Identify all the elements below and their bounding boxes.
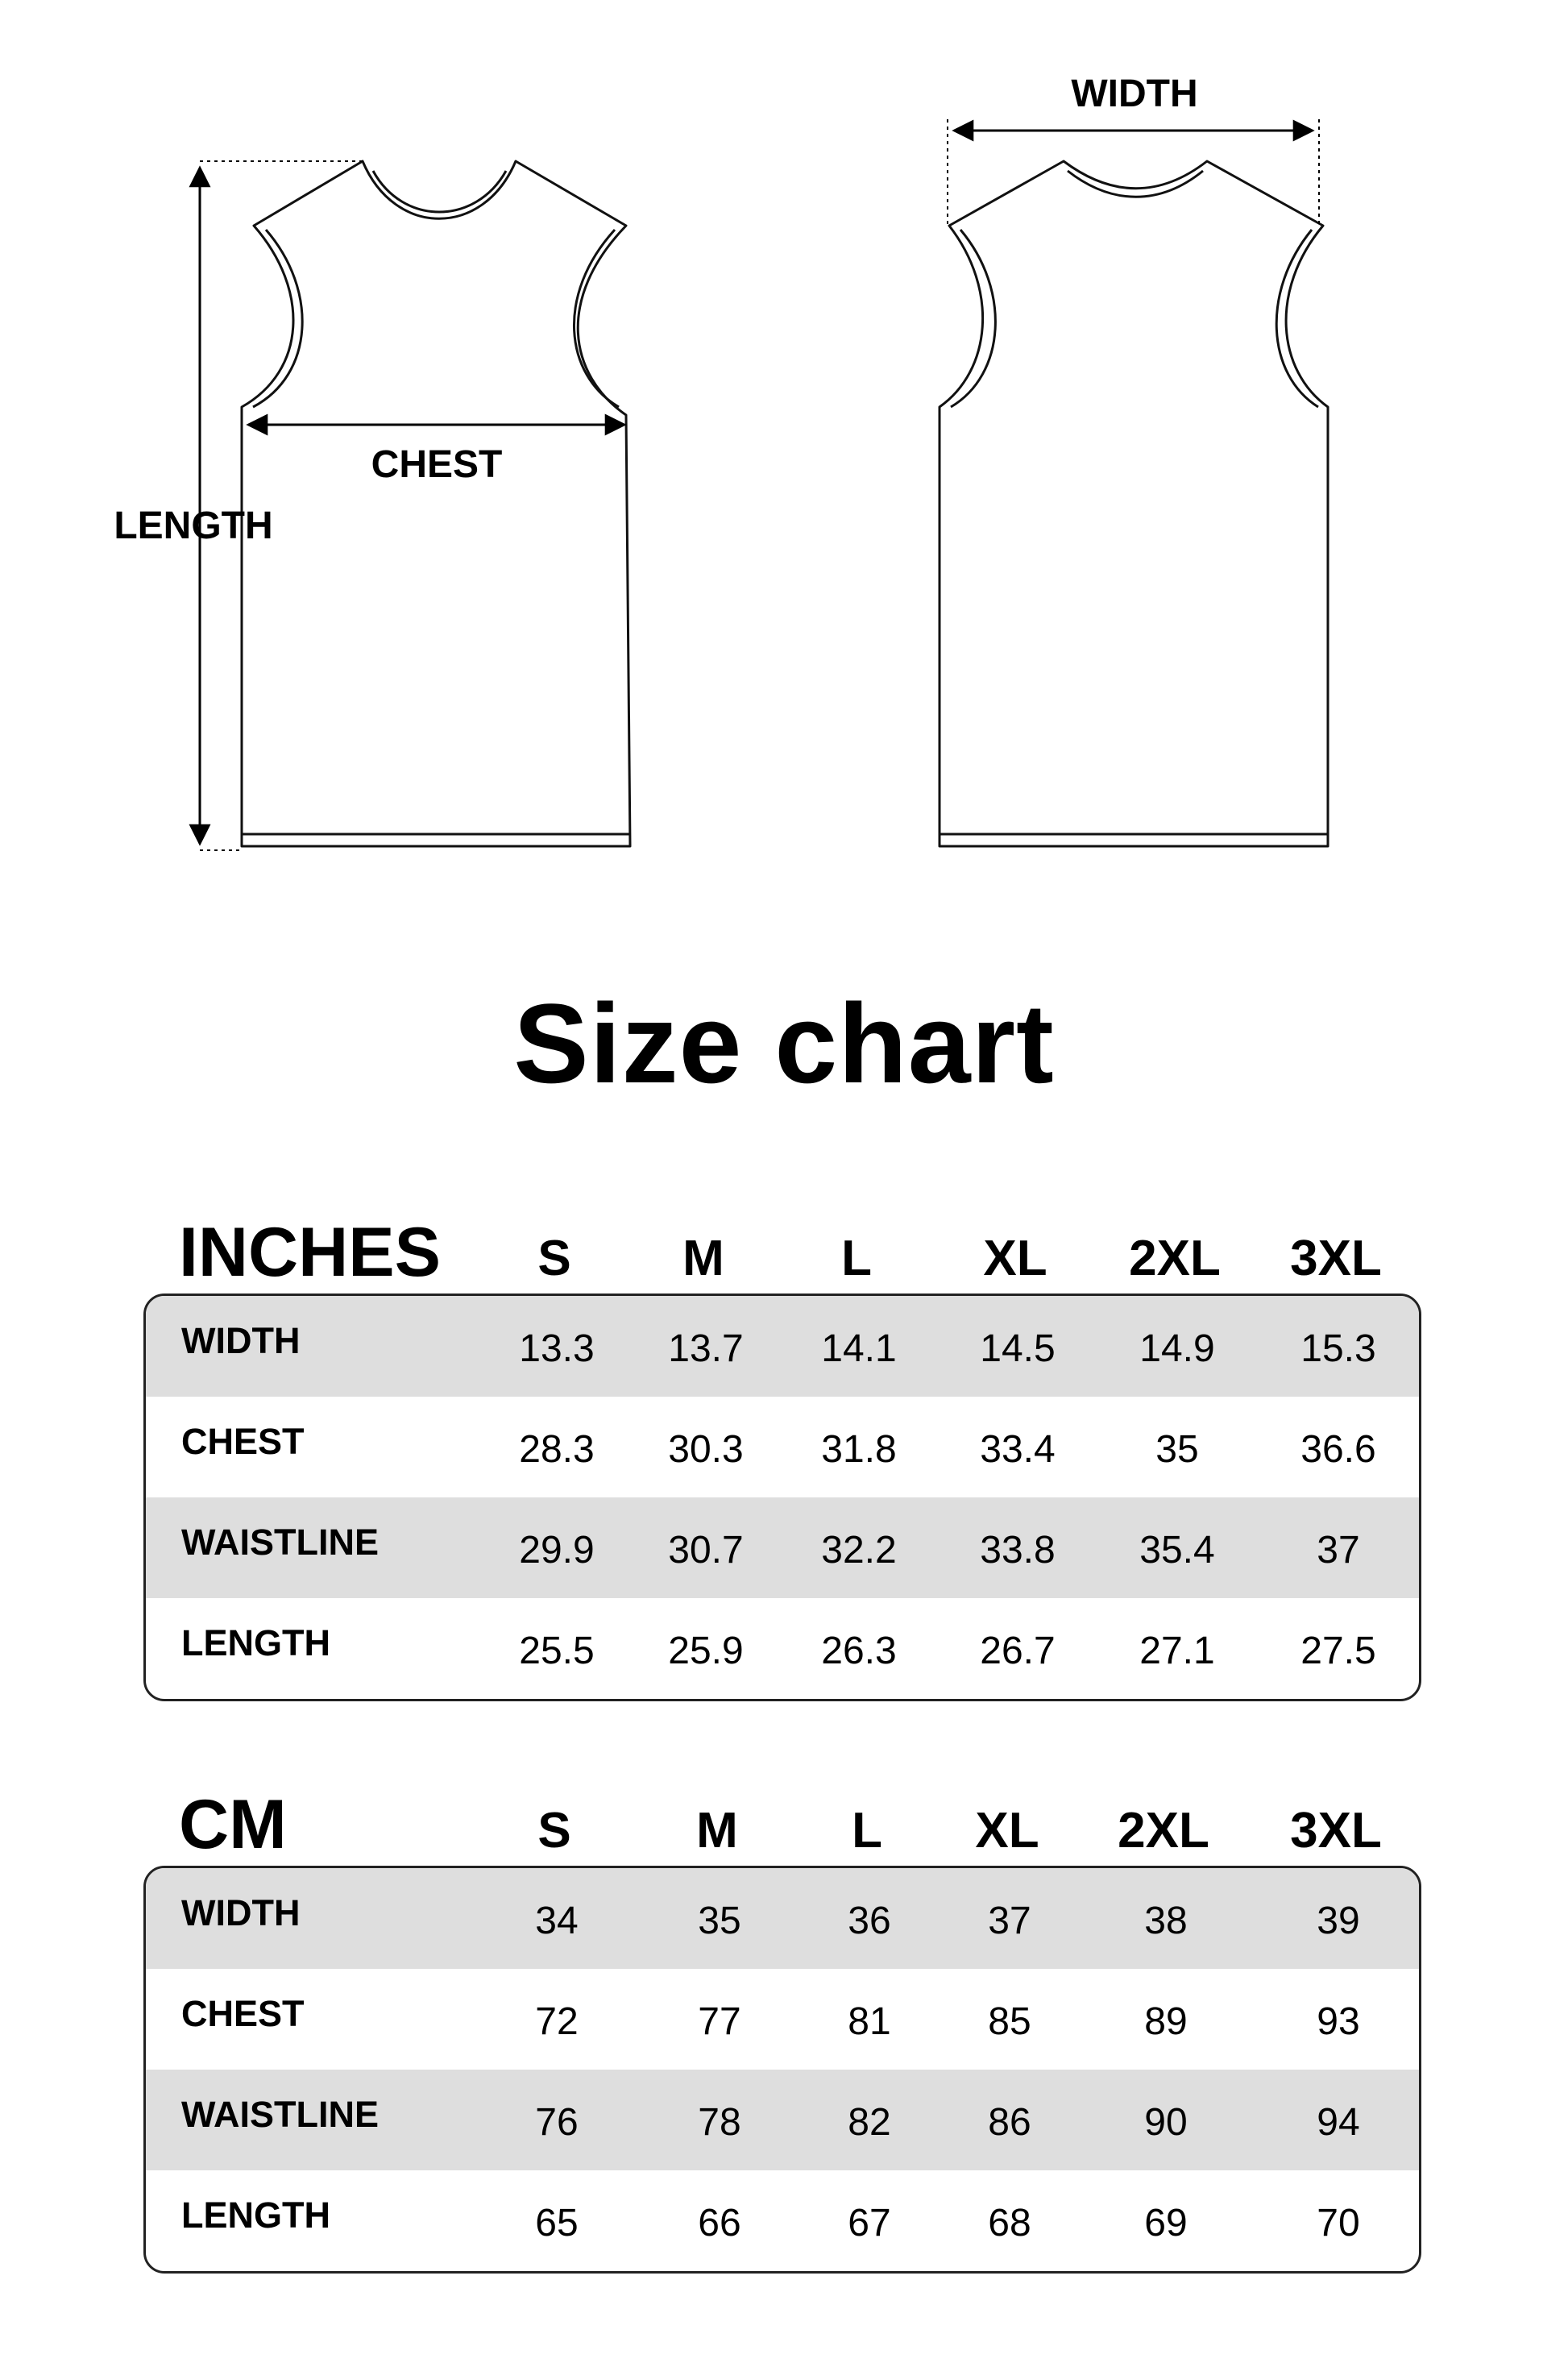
table-cell: 39 bbox=[1317, 1900, 1360, 1942]
table-cell: 67 bbox=[848, 2202, 891, 2244]
table-cell: 27.5 bbox=[1300, 1630, 1376, 1672]
chest-diagram-label: CHEST bbox=[371, 443, 503, 486]
row-label: WIDTH bbox=[181, 1320, 301, 1361]
row-label: LENGTH bbox=[181, 2195, 330, 2236]
row-label: WAISTLINE bbox=[181, 2094, 379, 2135]
row-label: WIDTH bbox=[181, 1892, 301, 1933]
cm-size-table bbox=[143, 1785, 1421, 2274]
table-cell: 27.1 bbox=[1139, 1630, 1215, 1672]
size-header-m: M bbox=[696, 1803, 738, 1858]
row-label: WAISTLINE bbox=[181, 1522, 379, 1563]
size-header-s: S bbox=[537, 1231, 571, 1286]
table-cell: 81 bbox=[848, 2000, 891, 2043]
table-cell: 33.8 bbox=[980, 1529, 1056, 1572]
table-cell: 69 bbox=[1144, 2202, 1188, 2244]
table-row bbox=[146, 2170, 1419, 2271]
table-cell: 33.4 bbox=[980, 1428, 1056, 1471]
table-row bbox=[146, 1598, 1419, 1699]
cm-unit-label: CM bbox=[179, 1786, 287, 1863]
table-cell: 93 bbox=[1317, 2000, 1360, 2043]
table-cell: 14.1 bbox=[821, 1327, 897, 1370]
row-label: LENGTH bbox=[181, 1622, 330, 1663]
table-row bbox=[146, 1969, 1419, 2070]
width-diagram-label: WIDTH bbox=[1071, 73, 1198, 115]
table-cell: 14.5 bbox=[980, 1327, 1056, 1370]
page-title: Size chart bbox=[513, 980, 1055, 1107]
table-cell: 36.6 bbox=[1300, 1428, 1376, 1471]
table-cell: 35 bbox=[698, 1900, 741, 1942]
table-cell: 13.7 bbox=[668, 1327, 744, 1370]
table-cell: 85 bbox=[988, 2000, 1031, 2043]
inches-unit-label: INCHES bbox=[179, 1214, 441, 1291]
inches-size-table bbox=[143, 1213, 1421, 1701]
table-cell: 65 bbox=[535, 2202, 579, 2244]
size-header-s: S bbox=[537, 1803, 571, 1858]
cm-table-body bbox=[143, 1866, 1421, 2274]
size-header-m: M bbox=[682, 1231, 724, 1286]
table-cell: 37 bbox=[988, 1900, 1031, 1942]
table-cell: 89 bbox=[1144, 2000, 1188, 2043]
table-cell: 70 bbox=[1317, 2202, 1360, 2244]
table-cell: 35.4 bbox=[1139, 1529, 1215, 1572]
table-cell: 37 bbox=[1317, 1529, 1360, 1572]
table-cell: 34 bbox=[535, 1900, 579, 1942]
table-row bbox=[146, 2070, 1419, 2170]
table-cell: 68 bbox=[988, 2202, 1031, 2244]
table-cell: 30.3 bbox=[668, 1428, 744, 1471]
inches-header-row bbox=[143, 1213, 1421, 1294]
table-cell: 14.9 bbox=[1139, 1327, 1215, 1370]
table-cell: 66 bbox=[698, 2202, 741, 2244]
table-cell: 78 bbox=[698, 2101, 741, 2144]
table-cell: 31.8 bbox=[821, 1428, 897, 1471]
size-header-l: L bbox=[841, 1231, 872, 1286]
front-shirt-outline bbox=[242, 161, 630, 846]
size-header-xl: XL bbox=[983, 1231, 1047, 1286]
size-header-2xl: 2XL bbox=[1129, 1231, 1221, 1286]
table-cell: 25.9 bbox=[668, 1630, 744, 1672]
garment-diagram bbox=[0, 0, 1568, 903]
table-row bbox=[146, 1868, 1419, 1969]
size-header-l: L bbox=[852, 1803, 882, 1858]
table-cell: 28.3 bbox=[519, 1428, 595, 1471]
inches-table-body bbox=[143, 1294, 1421, 1701]
table-cell: 90 bbox=[1144, 2101, 1188, 2144]
row-label: CHEST bbox=[181, 1993, 305, 2034]
table-cell: 94 bbox=[1317, 2101, 1360, 2144]
table-cell: 77 bbox=[698, 2000, 741, 2043]
table-cell: 36 bbox=[848, 1900, 891, 1942]
table-cell: 26.7 bbox=[980, 1630, 1056, 1672]
table-cell: 32.2 bbox=[821, 1529, 897, 1572]
table-cell: 76 bbox=[535, 2101, 579, 2144]
table-cell: 35 bbox=[1155, 1428, 1199, 1471]
size-header-xl: XL bbox=[975, 1803, 1039, 1858]
size-header-3xl: 3XL bbox=[1290, 1803, 1382, 1858]
table-cell: 25.5 bbox=[519, 1630, 595, 1672]
table-cell: 26.3 bbox=[821, 1630, 897, 1672]
table-cell: 86 bbox=[988, 2101, 1031, 2144]
table-row bbox=[146, 1397, 1419, 1497]
table-cell: 38 bbox=[1144, 1900, 1188, 1942]
table-cell: 29.9 bbox=[519, 1529, 595, 1572]
size-header-3xl: 3XL bbox=[1290, 1231, 1382, 1286]
cm-header-row bbox=[143, 1785, 1421, 1866]
table-cell: 13.3 bbox=[519, 1327, 595, 1370]
back-shirt-outline bbox=[940, 161, 1328, 846]
table-cell: 30.7 bbox=[668, 1529, 744, 1572]
table-row bbox=[146, 1497, 1419, 1598]
table-cell: 82 bbox=[848, 2101, 891, 2144]
size-header-2xl: 2XL bbox=[1118, 1803, 1209, 1858]
table-row bbox=[146, 1296, 1419, 1397]
table-cell: 15.3 bbox=[1300, 1327, 1376, 1370]
row-label: CHEST bbox=[181, 1421, 305, 1462]
table-cell: 72 bbox=[535, 2000, 579, 2043]
length-diagram-label: LENGTH bbox=[114, 505, 273, 547]
